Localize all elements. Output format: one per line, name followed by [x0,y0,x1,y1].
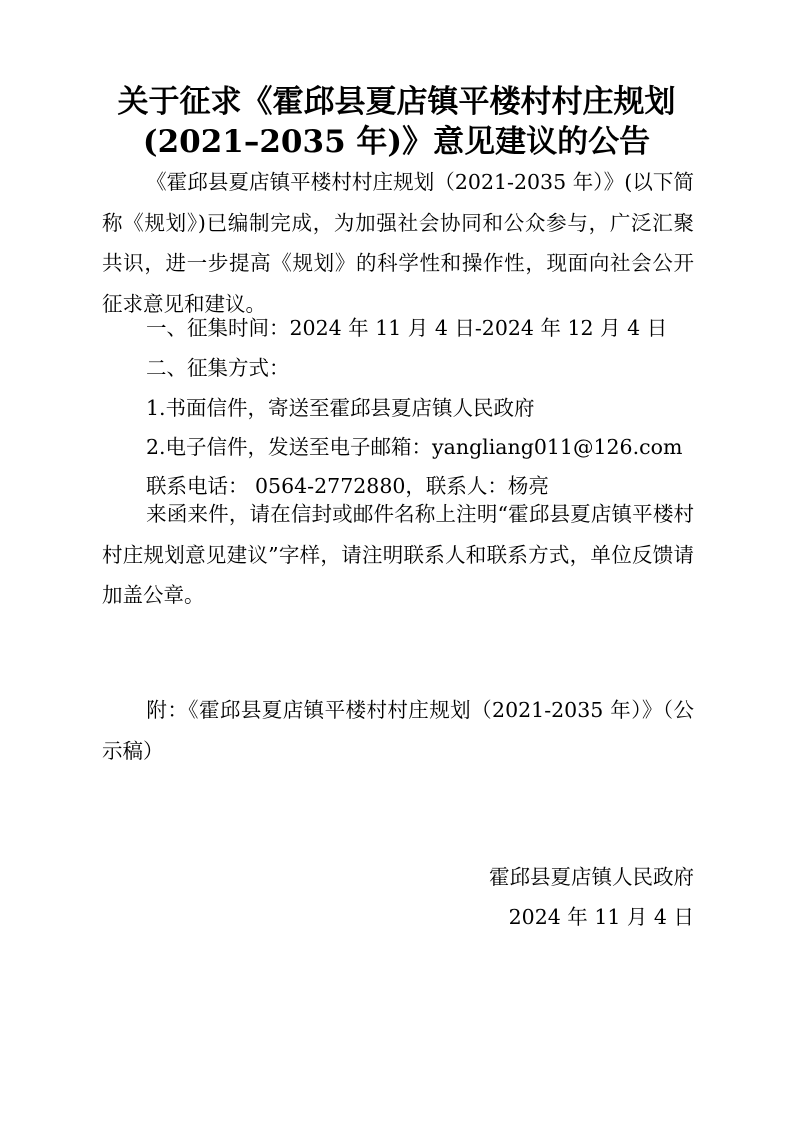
collection-method-mail: 1.书面信件，寄送至霍邱县夏店镇人民政府 [146,396,535,420]
collection-method-heading: 二、征集方式： [146,356,290,380]
signature-date: 2024 年 11 月 4 日 [508,905,694,929]
intro-paragraph [102,162,694,324]
attachment-paragraph [102,690,694,771]
attachment-text: 附：《霍邱县夏店镇平楼村村庄规划（2021-2035 年）》（公示稿） [102,698,694,763]
note-text: 来函来件，请在信封或邮件名称上注明“霍邱县夏店镇平楼村村庄规划意见建议”字样，请注明联系人和联系方式，单位反馈请加盖公章。 [102,502,694,608]
page-title-line-2: (2021–2035 年)》意见建议的公告 [142,124,651,160]
collection-method-email: 2.电子信件，发送至电子邮箱：yangliang011@126.com [146,435,683,459]
intro-text: 《霍邱县夏店镇平楼村村庄规划（2021-2035 年）》(以下简称《规划》)已编制完成，为加强社会协同和公众参与，广泛汇聚共识，进一步提高《规划》的科学性和操作性，现面向社会公开征求意见和建议。 [102,170,694,316]
contact-info: 联系电话： 0564-2772880，联系人：杨亮 [146,474,549,498]
page-title-line-1: 关于征求《霍邱县夏店镇平楼村村庄规划 [117,84,676,120]
note-paragraph [102,494,694,616]
signature-org: 霍邱县夏店镇人民政府 [489,865,694,889]
collection-period: 一、征集时间：2024 年 11 月 4 日-2024 年 12 月 4 日 [146,316,668,340]
